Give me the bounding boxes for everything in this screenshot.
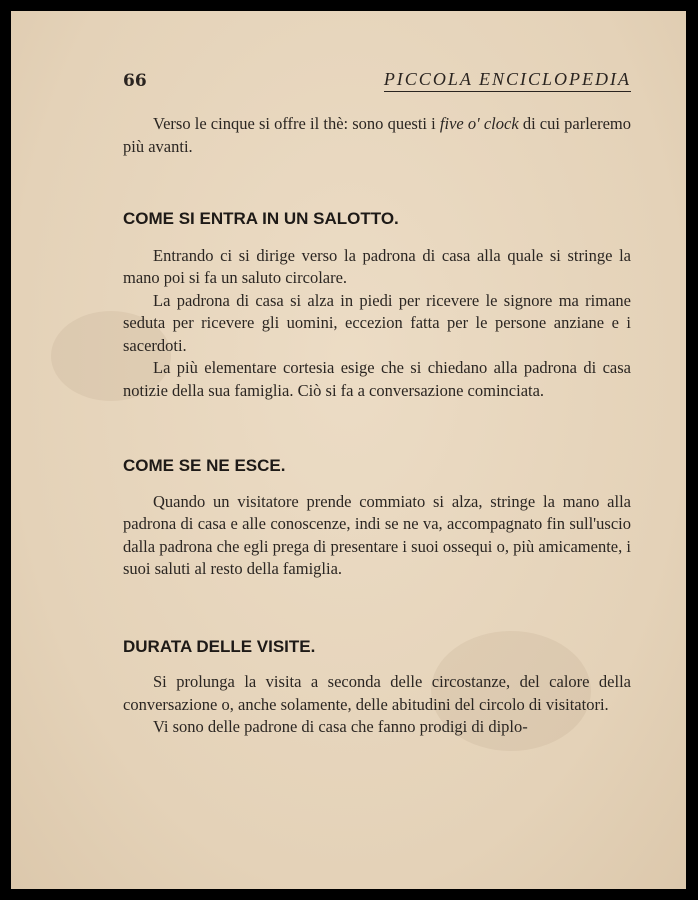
section-paragraph: Si prolunga la visita a seconda delle circostanze, del calore della conversazione o, anche solamente, delle abitudini del circolo di visitatori. — [123, 672, 631, 714]
section-paragraph: La più elementare cortesia esige che si chiedano alla padrona di casa notizie della sua famiglia. Ciò si fa a conversazione cominciata. — [123, 358, 631, 400]
section-heading: COME SE NE ESCE. — [123, 456, 286, 475]
section-paragraph: Quando un visitatore prende commiato si alza, stringe la mano alla padrona di casa e alle conoscenze, indi se ne va, accompagnato fin sull'uscio dalla padrona che egli prega di presentare i suoi ossequi o, più amicamente, i suoi saluti al resto della famiglia. — [123, 491, 631, 578]
book-page — [11, 11, 686, 889]
intro-text: Verso le cinque si offre il thè: sono questi i — [153, 114, 440, 133]
page-number: 66 — [123, 71, 147, 91]
section-paragraph: La padrona di casa si alza in piedi per ricevere le signore ma rimane seduta per ricevere gli uomini, eccezion fatta per le persone anziane e i sacerdoti. — [123, 290, 631, 355]
intro-italic-term: five o' clock — [439, 114, 519, 133]
section-heading: DURATA DELLE VISITE. — [123, 636, 316, 656]
intro-paragraph — [123, 113, 631, 158]
section-paragraph: Entrando ci si dirige verso la padrona di casa alla quale si stringe la mano poi si fa un saluto circolare. — [123, 245, 631, 287]
page-header — [123, 69, 631, 93]
section-paragraph: Vi sono delle padrone di casa che fanno prodigi di diplo- — [153, 717, 528, 736]
running-title: PICCOLA ENCICLOPEDIA — [384, 69, 631, 92]
page-content — [123, 113, 631, 739]
section-heading: COME SI ENTRA IN UN SALOTTO. — [123, 209, 399, 228]
intro-text-end: di cui parleremo più avanti. — [123, 114, 632, 156]
